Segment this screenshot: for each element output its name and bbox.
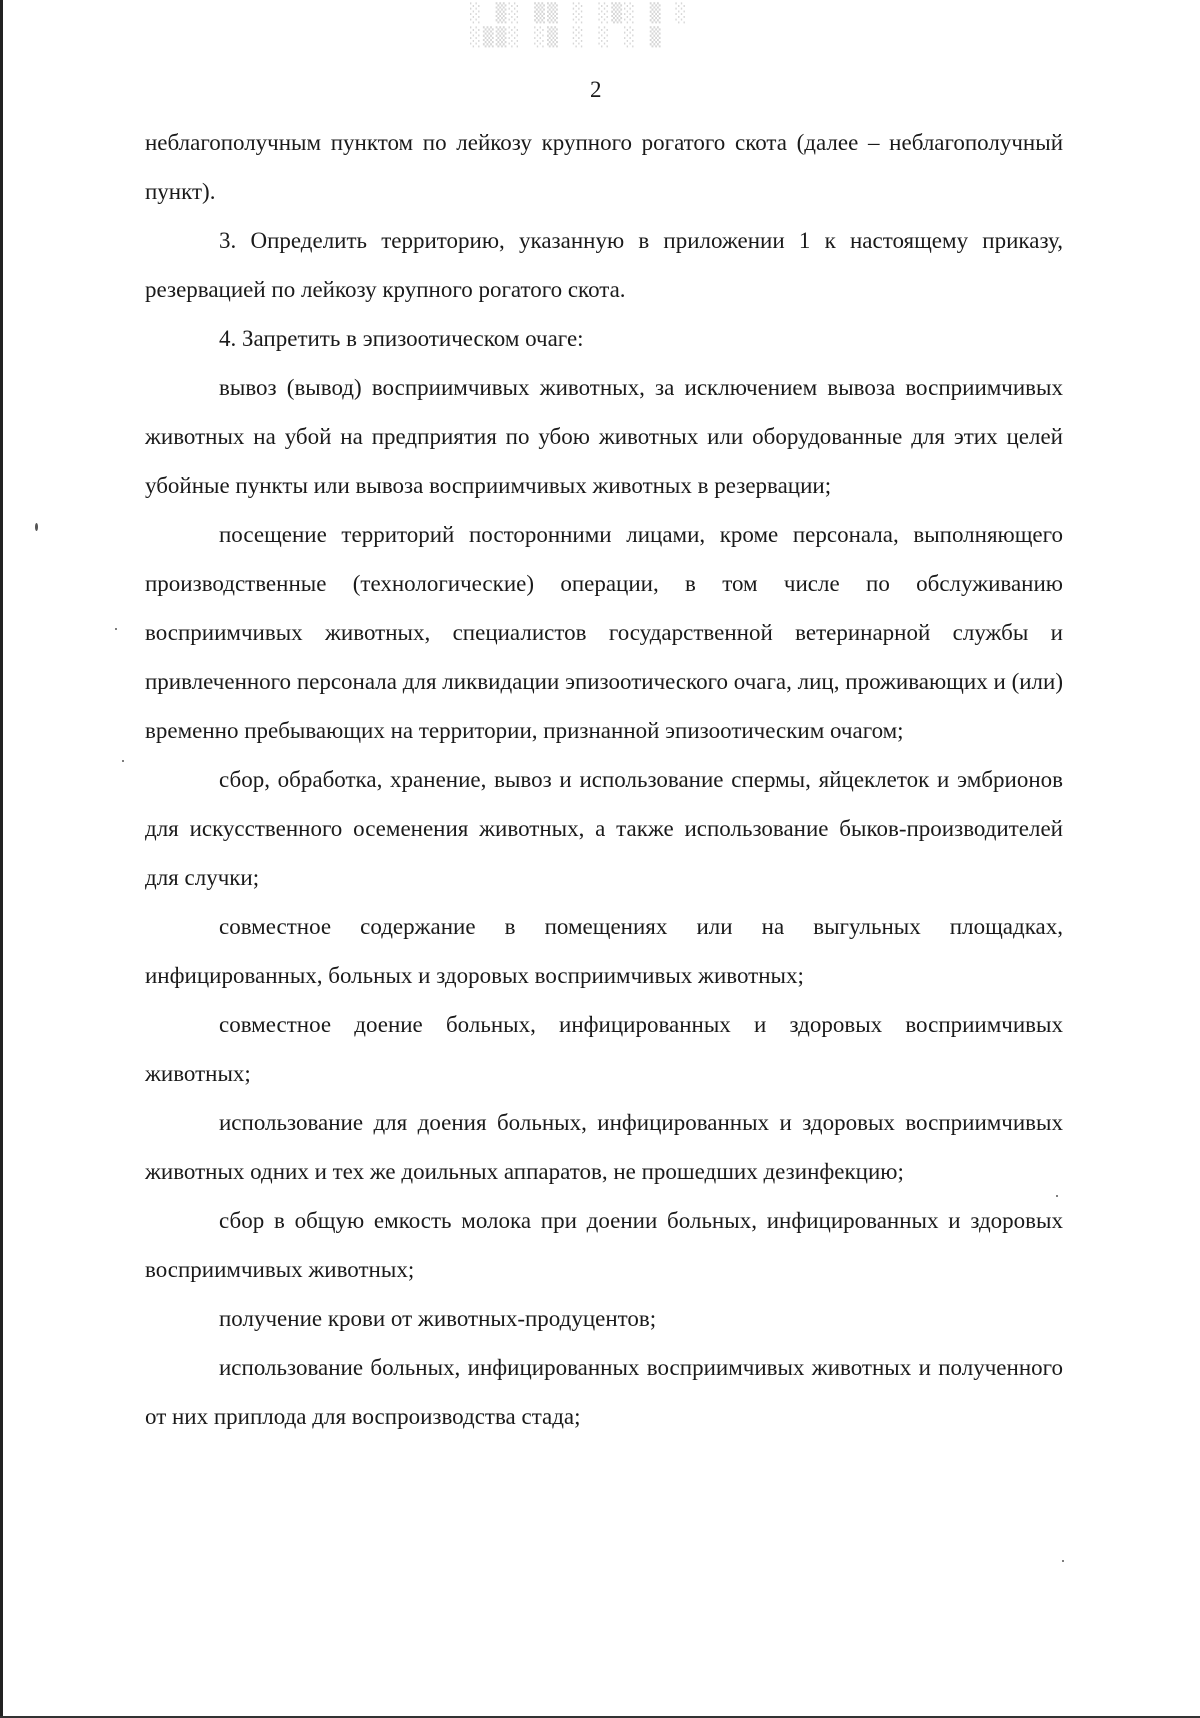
scan-speck	[35, 523, 38, 531]
paragraph-ban-export: вывоз (вывод) восприимчивых животных, за исключением вывоза восприимчивых животных на убой на предприятия по убою животных или оборудованные для этих целей убойные пункты или вывоза восприимчивых животных в резервации;	[145, 375, 1063, 498]
paragraph-ban-sperm: сбор, обработка, хранение, вывоз и использование спермы, яйцеклеток и эмбрионов для искусственного осеменения животных, а также использование быков-производителей для случки;	[145, 767, 1063, 890]
scan-left-edge	[0, 0, 3, 1718]
faint-stamp-bleedthrough: ░ ▒░ ▒▒ ░ ░▒░ ▒ ░ ░▒▒░ ░▒ ░ ░ ░ ▒	[470, 3, 689, 48]
scan-speck	[122, 760, 124, 762]
paragraph-item-3: 3. Определить территорию, указанную в приложении 1 к настоящему приказу, резервацией по лейкозу крупного рогатого скота.	[145, 228, 1063, 302]
paragraph-ban-shared-apparatus: использование для доения больных, инфицированных и здоровых восприимчивых животных одних и тех же доильных аппаратов, не прошедших дезинфекцию;	[145, 1110, 1063, 1184]
scan-speck	[1062, 1560, 1064, 1562]
paragraph-item-4: 4. Запретить в эпизоотическом очаге:	[219, 326, 584, 351]
paragraph-continuation: неблагополучным пунктом по лейкозу крупного рогатого скота (далее – неблагополучный пункт).	[145, 130, 1063, 204]
page-number: 2	[590, 77, 602, 102]
scan-speck	[115, 628, 117, 630]
paragraph-ban-visits: посещение территорий посторонними лицами, кроме персонала, выполняющего производственные (технологические) операции, в том числе по обслуживанию восприимчивых животных, специалистов государственной ветеринарной службы и привлеченного персонала для ликвидации эпизоотического очага, лиц, проживающих и (или) временно пребывающих на территории, признанной эпизоотическим очагом;	[145, 522, 1063, 743]
paragraph-ban-joint-milking: совместное доение больных, инфицированных и здоровых восприимчивых животных;	[145, 1012, 1063, 1086]
document-body	[145, 118, 1063, 1441]
paragraph-ban-blood: получение крови от животных-продуцентов;	[219, 1306, 657, 1331]
paragraph-ban-shared-container: сбор в общую емкость молока при доении больных, инфицированных и здоровых восприимчивых животных;	[145, 1208, 1063, 1282]
paragraph-ban-breeding: использование больных, инфицированных восприимчивых животных и полученного от них приплода для воспроизводства стада;	[145, 1355, 1063, 1429]
paragraph-ban-joint-keeping: совместное содержание в помещениях или на выгульных площадках, инфицированных, больных и здоровых восприимчивых животных;	[145, 914, 1063, 988]
